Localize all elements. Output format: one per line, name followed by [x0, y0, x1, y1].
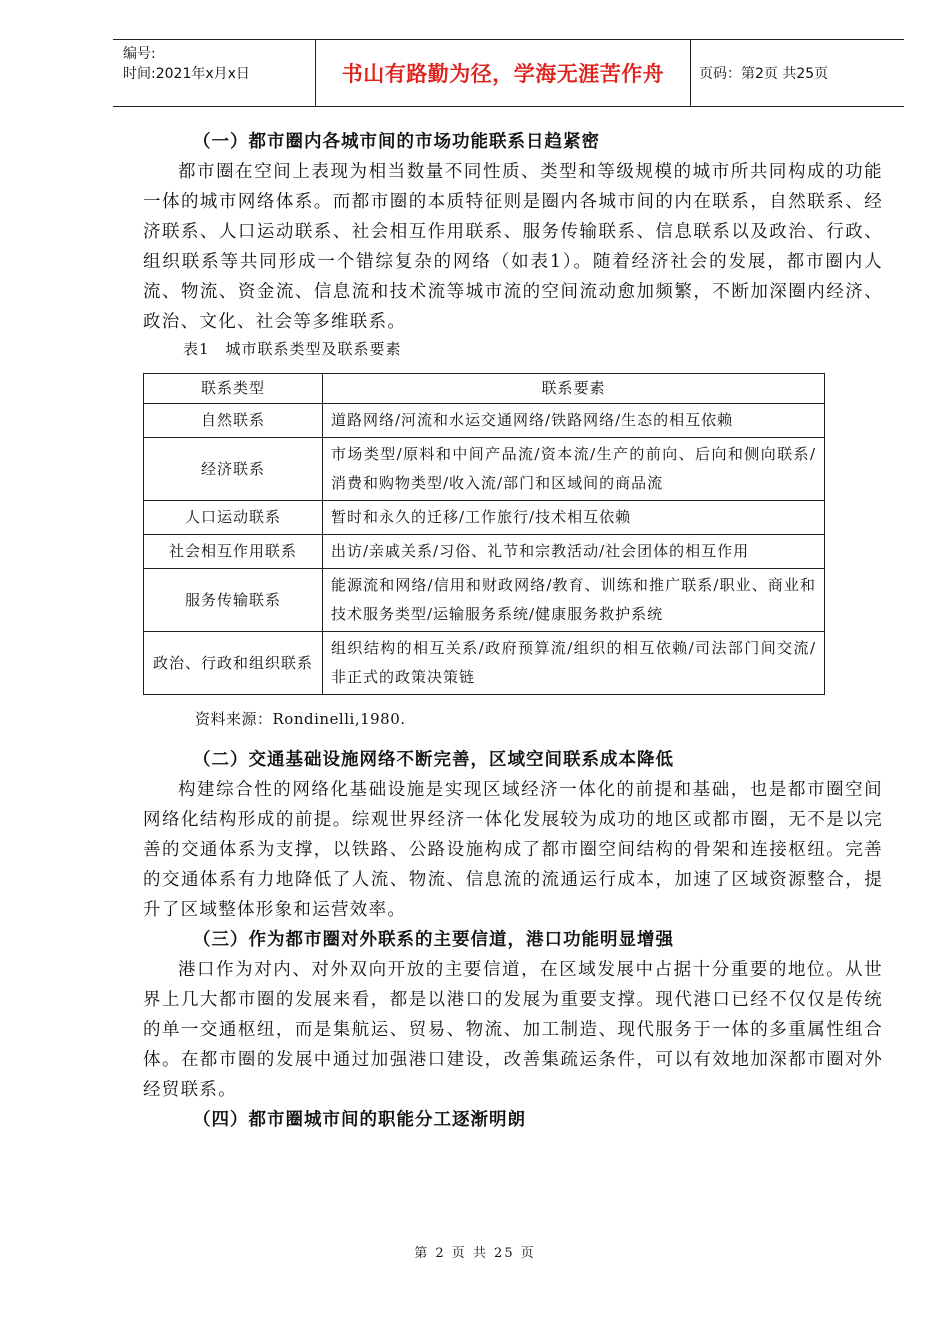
- header-page-cell: [691, 40, 904, 106]
- section-2-title: （二）交通基础设施网络不断完善，区域空间联系成本降低: [193, 750, 674, 770]
- table-row: [144, 438, 825, 501]
- table-caption: 表1 城市联系类型及联系要素: [183, 340, 402, 358]
- motto: 书山有路勤为径，学海无涯苦作舟: [341, 62, 665, 86]
- section-3-title: （三）作为都市圈对外联系的主要信道，港口功能明显增强: [193, 930, 674, 950]
- page-footer: 第 2 页 共 25 页: [414, 1246, 536, 1261]
- section-1-paragraph: 都市圈在空间上表现为相当数量不同性质、类型和等级规模的城市所共同构成的功能一体的城市网络体系。而都市圈的本质特征则是圈内各城市间的内在联系，自然联系、经济联系、人口运动联系、社会相互作用联系、服务传输联系、信息联系以及政治、行政、组织联系等共同形成一个错综复杂的网络（如表1）。随着经济社会的发展，都市圈内人流、物流、资金流、信息流和技术流等城市流的空间流动愈加频繁，不断加深圈内经济、政治、文化、社会等多维联系。: [143, 162, 883, 332]
- table-row: [144, 569, 825, 632]
- table-row: [144, 501, 825, 535]
- table-cell-type: 经济联系: [144, 438, 323, 501]
- table-cell-type: 服务传输联系: [144, 569, 323, 632]
- table-cell-type: 政治、行政和组织联系: [144, 632, 323, 695]
- number-label: 编号:: [123, 46, 156, 62]
- table-cell-elements: 道路网络/河流和水运交通网络/铁路网络/生态的相互依赖: [323, 404, 825, 438]
- table-cell-type: 社会相互作用联系: [144, 535, 323, 569]
- table-header-elements: 联系要素: [323, 374, 825, 404]
- section-2-paragraph: 构建综合性的网络化基础设施是实现区域经济一体化的前提和基础，也是都市圈空间网络化结构形成的前提。综观世界经济一体化发展较为成功的地区或都市圈，无不是以完善的交通体系为支撑，以铁路、公路设施构成了都市圈空间结构的骨架和连接枢纽。完善的交通体系有力地降低了人流、物流、信息流的流通运行成本，加速了区域资源整合，提升了区域整体形象和运营效率。: [143, 780, 883, 920]
- table-cell-elements: 市场类型/原料和中间产品流/资本流/生产的前向、后向和侧向联系/消费和购物类型/收入流/部门和区域间的商品流: [323, 438, 825, 501]
- section-3-paragraph: 港口作为对内、对外双向开放的主要信道，在区域发展中占据十分重要的地位。从世界上几大都市圈的发展来看，都是以港口的发展为重要支撑。现代港口已经不仅仅是传统的单一交通枢纽，而是集航运、贸易、物流、加工制造、现代服务于一体的多重属性组合体。在都市圈的发展中通过加强港口建设，改善集疏运条件，可以有效地加深都市圈对外经贸联系。: [143, 960, 883, 1100]
- header-meta: [113, 40, 316, 106]
- page-header: [113, 39, 904, 107]
- relations-table: [143, 373, 825, 695]
- header-motto-cell: [316, 40, 691, 106]
- table-row: [144, 404, 825, 438]
- table-source: 资料来源：Rondinelli,1980.: [195, 710, 406, 728]
- table-cell-elements: 暂时和永久的迁移/工作旅行/技术相互依赖: [323, 501, 825, 535]
- section-4-title: （四）都市圈城市间的职能分工逐渐明朗: [193, 1110, 526, 1130]
- page-info: 页码：第2页 共25页: [699, 66, 829, 82]
- table-header-type: 联系类型: [144, 374, 323, 404]
- time-label: 时间:2021年x月x日: [123, 66, 250, 82]
- table-header-row: [144, 374, 825, 404]
- table-cell-type: 自然联系: [144, 404, 323, 438]
- table-cell-type: 人口运动联系: [144, 501, 323, 535]
- table-cell-elements: 能源流和网络/信用和财政网络/教育、训练和推广联系/职业、商业和技术服务类型/运输服务系统/健康服务救护系统: [323, 569, 825, 632]
- table-row: [144, 535, 825, 569]
- table-cell-elements: 出访/亲戚关系/习俗、礼节和宗教活动/社会团体的相互作用: [323, 535, 825, 569]
- table-cell-elements: 组织结构的相互关系/政府预算流/组织的相互依赖/司法部门间交流/非正式的政策决策链: [323, 632, 825, 695]
- section-1-title: （一）都市圈内各城市间的市场功能联系日趋紧密: [193, 132, 600, 152]
- document-body: [143, 127, 883, 1135]
- table-row: [144, 632, 825, 695]
